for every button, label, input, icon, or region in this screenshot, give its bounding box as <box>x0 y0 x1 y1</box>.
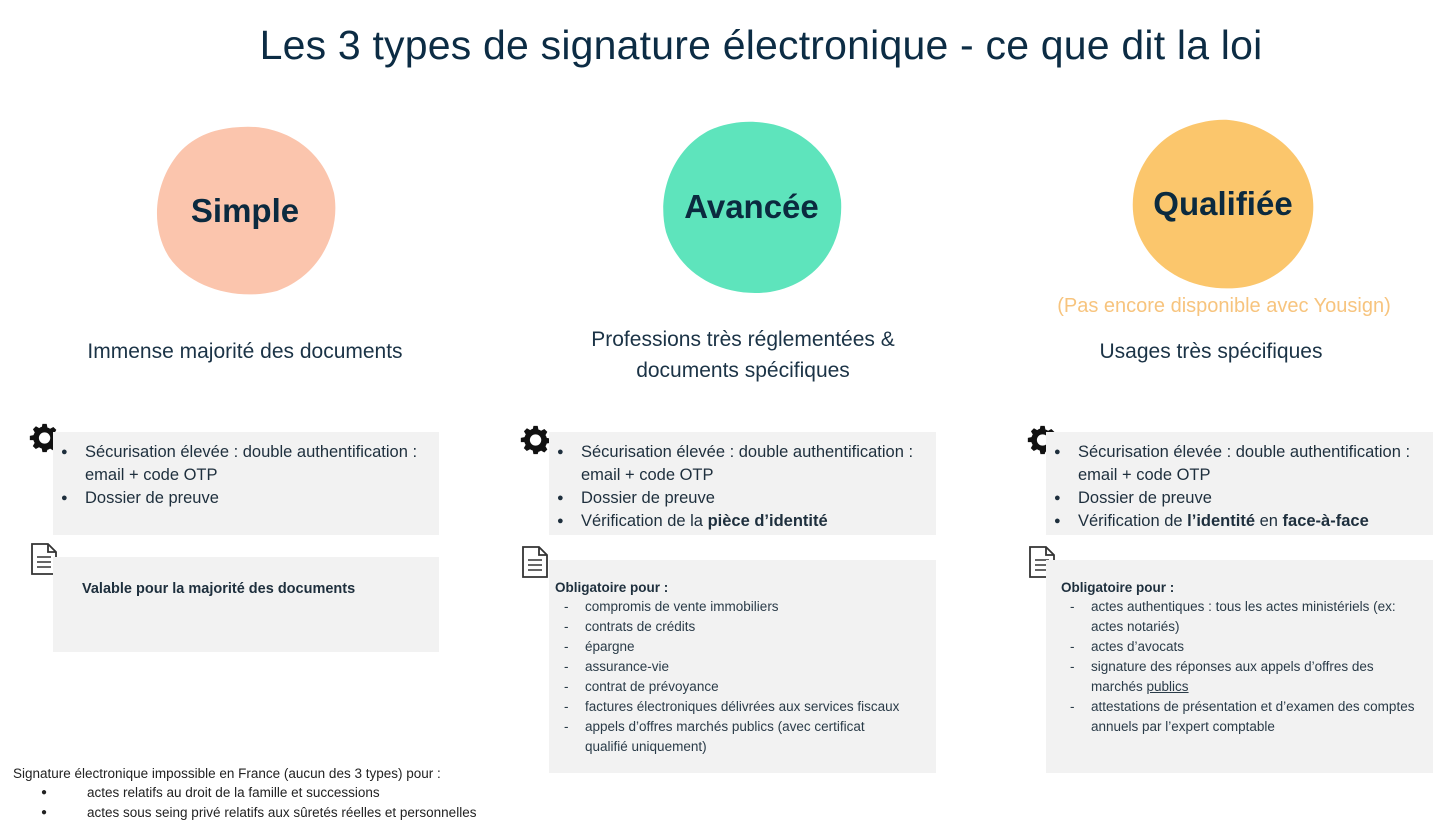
list-item: ● Dossier de preuve <box>1046 487 1427 510</box>
list-item: ● Sécurisation élevée : double authentification : email + code OTP <box>1046 441 1427 487</box>
qualifiee-badge <box>1131 118 1315 290</box>
list-item: ● Sécurisation élevée : double authentification : email + code OTP <box>53 441 439 487</box>
list-item: ● actes relatifs au droit de la famille et successions <box>13 783 476 803</box>
simple-features-panel <box>53 432 439 535</box>
list-item: ● Dossier de preuve <box>53 487 439 510</box>
avancee-badge <box>660 120 843 294</box>
avancee-subtitle <box>540 324 946 386</box>
avancee-features-panel <box>549 432 936 535</box>
qualifiee-label: Qualifiée <box>1153 185 1293 222</box>
list-item <box>1061 657 1421 697</box>
qualifiee-subtitle: Usages très spécifiques <box>1099 340 1323 363</box>
list-item: - compromis de vente immobiliers <box>555 597 930 617</box>
list-item <box>549 510 928 533</box>
document-icon <box>521 545 549 579</box>
footer-note <box>13 765 476 823</box>
simple-label: Simple <box>190 192 300 229</box>
underlined-text: publics <box>1146 679 1189 694</box>
text: signature des réponses aux appels d’offres des marchés <box>1091 659 1374 694</box>
list-item: - attestations de présentation et d’examen des comptes annuels par l’expert comptable <box>1061 697 1421 737</box>
list-item: - actes d’avocats <box>1061 637 1421 657</box>
simple-documents-text: Valable pour la majorité des documents <box>82 581 356 597</box>
qualifiee-documents-heading: Obligatoire pour : <box>1061 580 1175 595</box>
emphasis: pièce d’identité <box>707 512 828 530</box>
qualifiee-availability-note: (Pas encore disponible avec Yousign) <box>1057 295 1391 317</box>
list-item: - épargne <box>555 637 930 657</box>
text: Vérification de <box>1078 512 1188 530</box>
qualifiee-documents-panel <box>1046 560 1433 773</box>
list-item: - factures électroniques délivrées aux services fiscaux <box>555 697 930 717</box>
list-item: - contrat de prévoyance <box>555 677 930 697</box>
avancee-subtitle-line: documents spécifiques <box>636 359 850 382</box>
list-item: - assurance-vie <box>555 657 930 677</box>
emphasis: l’identité <box>1187 512 1255 530</box>
list-item <box>1046 510 1427 533</box>
list-item: - appels d’offres marchés publics (avec certificat qualifié uniquement) <box>555 717 930 757</box>
avancee-documents-panel <box>549 560 936 773</box>
list-item: ● Sécurisation élevée : double authentification : email + code OTP <box>549 441 928 487</box>
simple-subtitle: Immense majorité des documents <box>87 340 403 363</box>
gear-icon <box>518 423 552 457</box>
list-item: - actes authentiques : tous les actes ministériels (ex: actes notariés) <box>1061 597 1421 637</box>
page-title: Les 3 types de signature électronique - ce que dit la loi <box>259 22 1263 68</box>
footer-intro: Signature électronique impossible en France (aucun des 3 types) pour : <box>13 766 441 781</box>
qualifiee-features-panel <box>1046 432 1433 535</box>
avancee-label: Avancée <box>684 188 819 225</box>
avancee-subtitle-line: Professions très réglementées & <box>591 328 895 351</box>
text: Vérification de la <box>581 512 708 530</box>
list-item: ● actes sous seing privé relatifs aux sûretés réelles et personnelles <box>13 803 476 823</box>
list-item: ● Dossier de preuve <box>549 487 928 510</box>
emphasis: face-à-face <box>1282 512 1369 530</box>
list-item: - contrats de crédits <box>555 617 930 637</box>
simple-documents-panel <box>53 557 439 652</box>
text: en <box>1255 512 1283 530</box>
simple-badge <box>153 125 337 297</box>
avancee-documents-heading: Obligatoire pour : <box>555 580 669 595</box>
